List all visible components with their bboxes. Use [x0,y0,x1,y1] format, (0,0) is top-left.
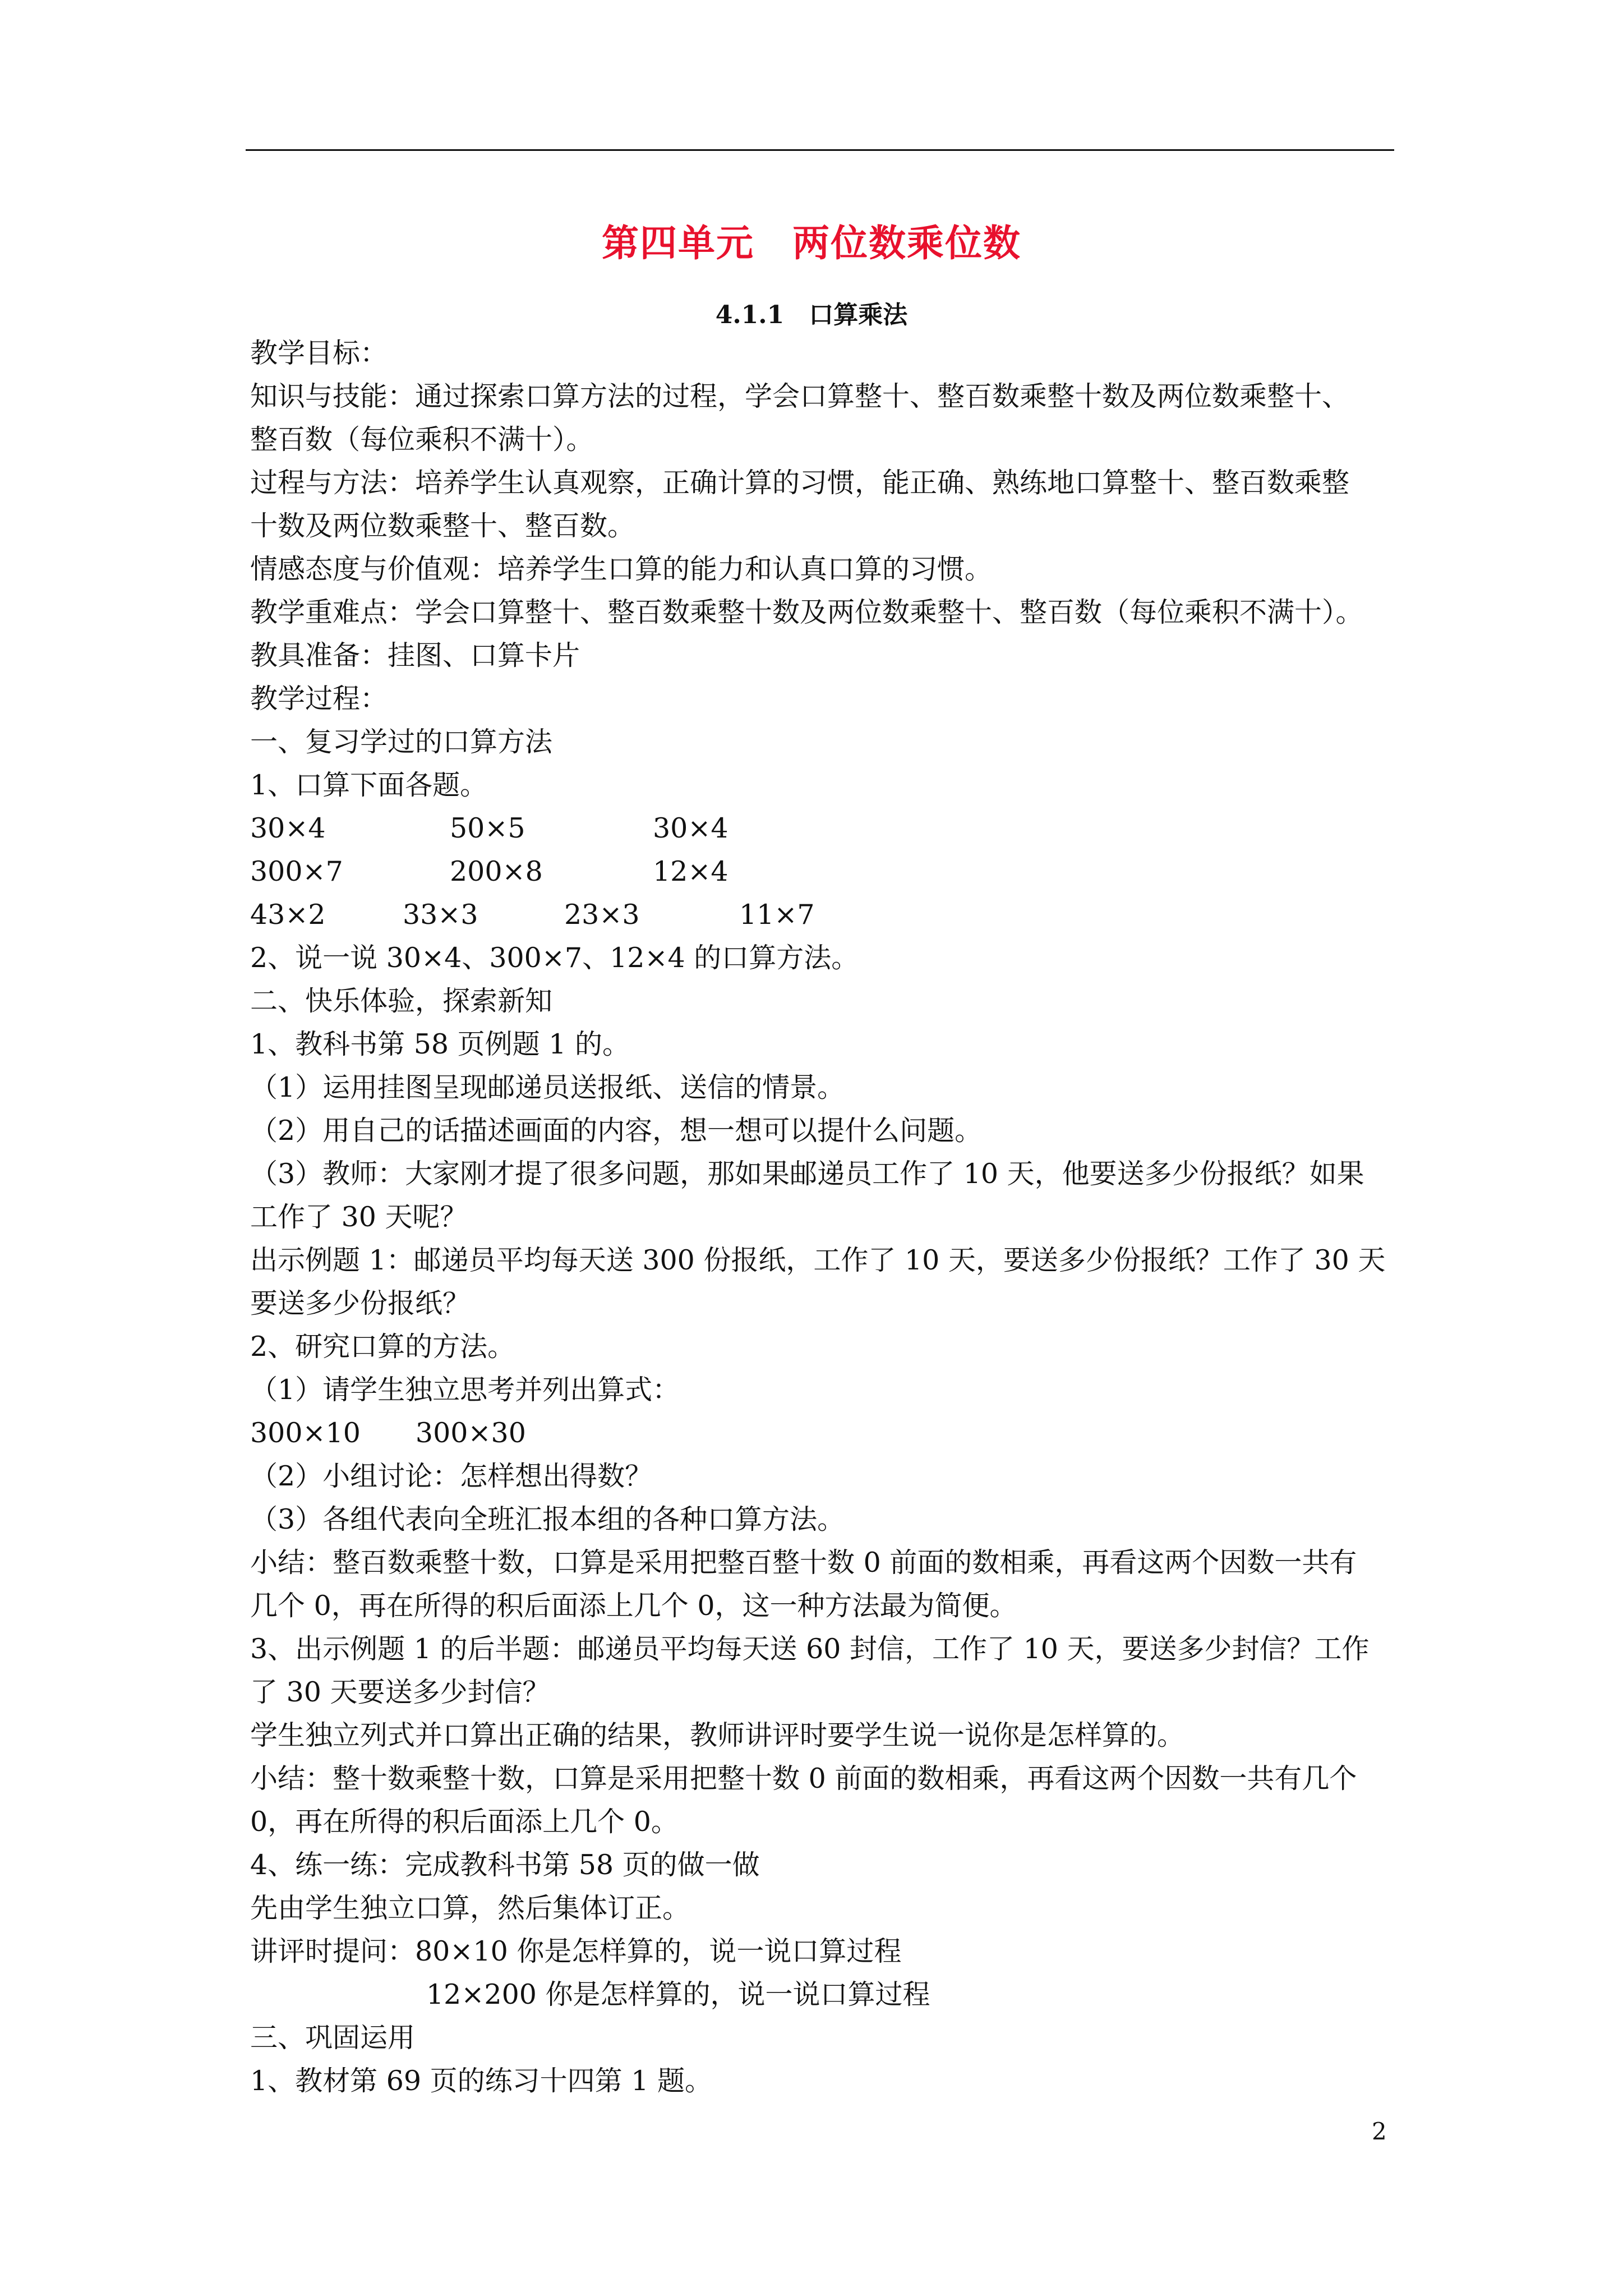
text-line: （1）请学生独立思考并列出算式： [250,1374,680,1406]
text-line: 教学过程： [250,683,388,715]
drill-item: 43×2 [250,899,326,931]
text-line: 小结：整十数乘整十数，口算是采用把整十数 0 前面的数相乘，再看这两个因数一共有几个 [250,1763,1357,1795]
text-line: 1、教科书第 58 页例题 1 的。 [250,1028,630,1060]
text-line: 1、口算下面各题。 [250,769,488,801]
text-line: （2）小组讨论：怎样想出得数？ [250,1460,653,1492]
drill-item: 300×7 [250,855,343,887]
text-line: 整百数（每位乘积不满十）。 [250,424,594,455]
drill-row [250,807,1400,850]
text-line: 知识与技能：通过探索口算方法的过程，学会口算整十、整百数乘整十数及两位数乘整十、 [250,380,1350,412]
text-line: 过程与方法：培养学生认真观察，正确计算的习惯，能正确、熟练地口算整十、整百数乘整 [250,467,1350,499]
text-line: 2、研究口算的方法。 [250,1331,515,1363]
text-line: 教学重难点：学会口算整十、整百数乘整十数及两位数乘整十、整百数（每位乘积不满十）。 [250,596,1363,628]
text-line: 4、练一练：完成教科书第 58 页的做一做 [250,1849,760,1881]
drill-item: 50×5 [450,812,525,844]
text-line: 工作了 30 天呢？ [250,1201,468,1233]
drill-item: 11×7 [739,899,815,931]
text-line: 先由学生独立口算，然后集体订正。 [250,1892,690,1924]
section-heading: 三、巩固运用 [250,2022,416,2054]
section-subtitle: 4.1.1 口算乘法 [715,301,908,329]
text-line-indented: 12×200 你是怎样算的，说一说口算过程 [426,1978,930,2010]
drill-item: 23×3 [564,899,640,931]
text-line: （2）用自己的话描述画面的内容，想一想可以提什么问题。 [250,1115,983,1147]
text-line: 3、出示例题 1 的后半题：邮递员平均每天送 60 封信，工作了 10 天，要送多少封信？工作 [250,1633,1370,1665]
text-line: 300×10 300×30 [250,1417,526,1449]
text-line: 1、教材第 69 页的练习十四第 1 题。 [250,2065,713,2097]
text-line: 教具准备：挂图、口算卡片 [250,639,580,671]
drill-item: 30×4 [250,812,326,844]
drill-item: 30×4 [653,812,728,844]
text-line: 学生独立列式并口算出正确的结果，教师讲评时要学生说一说你是怎样算的。 [250,1719,1185,1751]
text-line: 出示例题 1：邮递员平均每天送 300 份报纸，工作了 10 天，要送多少份报纸？工作了 30 天 [250,1244,1386,1276]
text-line: 几个 0，再在所得的积后面添上几个 0，这一种方法最为简便。 [250,1590,1017,1622]
page-title: 第四单元 两位数乘位数 [602,221,1021,265]
section-heading: 二、快乐体验，探索新知 [250,985,553,1017]
text-line: 2、说一说 30×4、300×7、12×4 的口算方法。 [250,942,859,974]
text-line: （3）教师：大家刚才提了很多问题，那如果邮递员工作了 10 天，他要送多少份报纸？如果 [250,1158,1364,1190]
text-line: （3）各组代表向全班汇报本组的各种口算方法。 [250,1503,845,1535]
text-line: 要送多少份报纸？ [250,1287,471,1319]
text-line: 小结：整百数乘整十数，口算是采用把整百整十数 0 前面的数相乘，再看这两个因数一共有 [250,1547,1357,1579]
page-number: 2 [1372,2118,1387,2145]
text-line: 情感态度与价值观：培养学生口算的能力和认真口算的习惯。 [250,553,993,585]
drill-row [250,893,1400,936]
document-body [250,332,1400,2102]
text-line: （1）运用挂图呈现邮递员送报纸、送信的情景。 [250,1071,845,1103]
text-line: 一、复习学过的口算方法 [250,726,553,758]
text-line: 十数及两位数乘整十、整百数。 [250,510,635,542]
drill-item: 200×8 [450,855,543,887]
drill-item: 33×3 [403,899,478,931]
drill-row [250,850,1400,893]
text-line: 了 30 天要送多少封信？ [250,1676,550,1708]
drill-item: 12×4 [653,855,728,887]
text-line: 讲评时提问：80×10 你是怎样算的，说一说口算过程 [250,1935,902,1967]
header-rule [246,149,1394,151]
text-line: 0，再在所得的积后面添上几个 0。 [250,1806,679,1838]
text-line: 教学目标： [250,337,388,369]
